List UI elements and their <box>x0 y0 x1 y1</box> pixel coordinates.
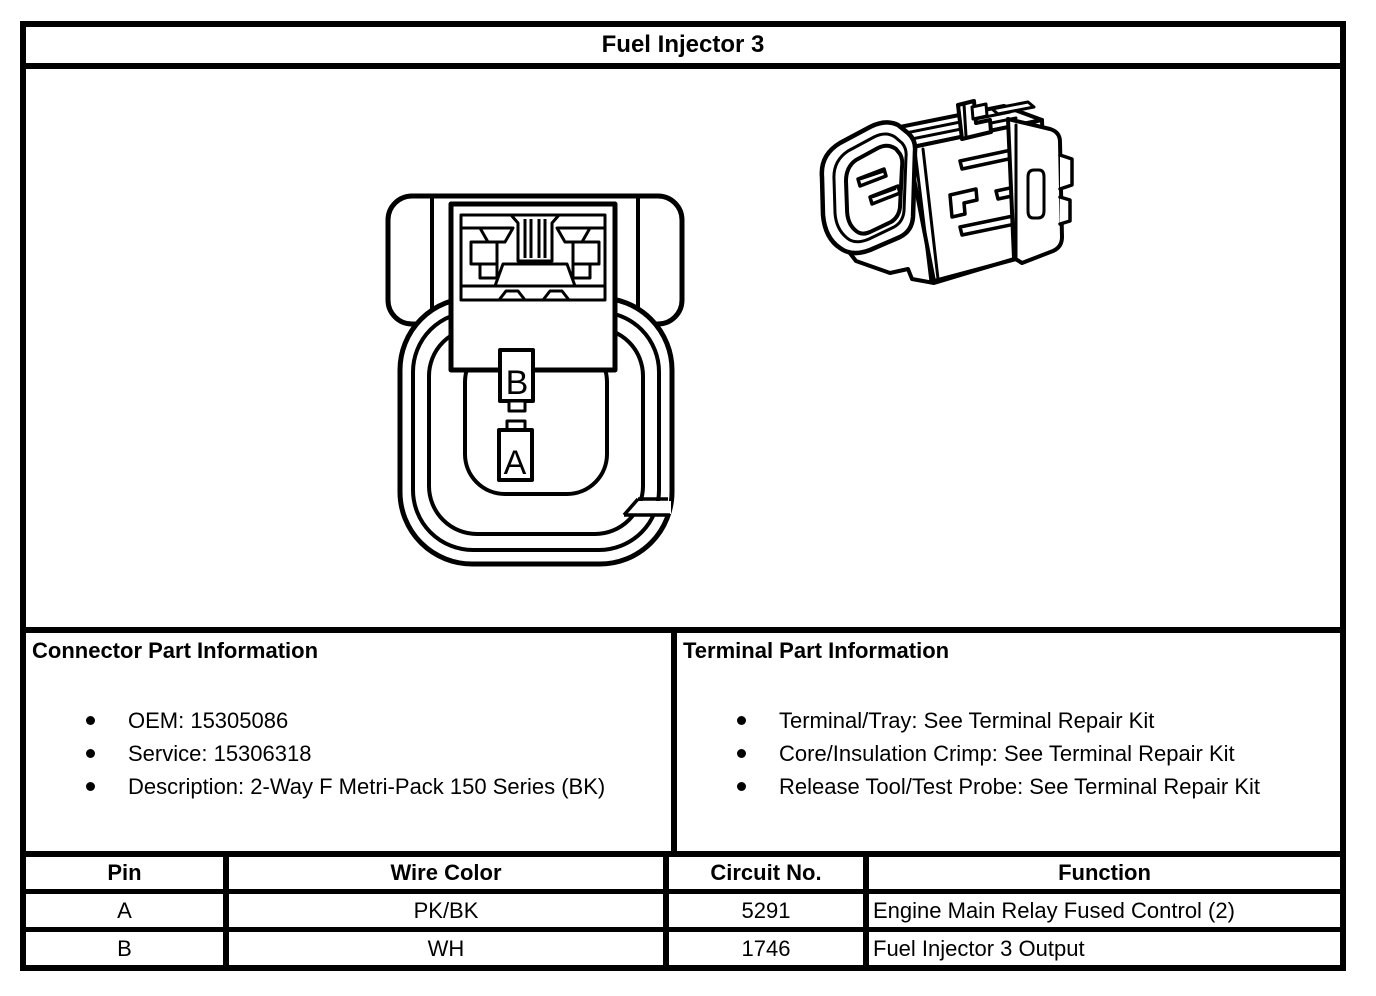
pin-function-table <box>26 857 1340 965</box>
part-info-row <box>26 633 1340 857</box>
bullet-icon <box>737 782 746 791</box>
bullet-icon <box>737 749 746 758</box>
connector-info-sheet <box>20 21 1346 971</box>
bullet-icon <box>86 749 95 758</box>
cell-function: Engine Main Relay Fused Control (2) <box>873 897 1235 923</box>
col-header-circuit-no: Circuit No. <box>669 857 869 889</box>
title-bar <box>26 27 1340 69</box>
list-item <box>683 770 1340 803</box>
connector-diagram-area <box>26 69 1340 633</box>
cell-wire-color: WH <box>229 932 669 965</box>
connector-part-info-section <box>26 633 677 851</box>
page-title: Fuel Injector 3 <box>601 31 765 58</box>
pin-label-a: A <box>503 444 527 482</box>
terminal-tray-text: Terminal/Tray: See Terminal Repair Kit <box>779 707 1155 733</box>
cell-pin: B <box>26 932 229 965</box>
table-header-row <box>26 857 1340 894</box>
terminal-release-tool-text: Release Tool/Test Probe: See Terminal Repair Kit <box>779 773 1260 799</box>
table-row <box>26 894 1340 932</box>
cell-function: Fuel Injector 3 Output <box>873 935 1085 961</box>
terminal-crimp-text: Core/Insulation Crimp: See Terminal Repair Kit <box>779 740 1235 766</box>
list-item <box>683 704 1340 737</box>
connector-isometric-drawing <box>812 93 1078 298</box>
cell-pin: A <box>26 894 229 927</box>
pin-label-b: B <box>505 364 529 402</box>
terminal-part-info-list <box>683 704 1340 803</box>
col-header-wire-color: Wire Color <box>229 857 669 889</box>
bullet-icon <box>737 716 746 725</box>
list-item <box>32 704 671 737</box>
connector-part-info-heading: Connector Part Information <box>32 638 319 663</box>
terminal-part-info-heading: Terminal Part Information <box>683 638 950 663</box>
col-header-pin: Pin <box>26 857 229 889</box>
cell-wire-color: PK/BK <box>229 894 669 927</box>
bullet-icon <box>86 716 95 725</box>
cell-circuit-no: 1746 <box>669 932 869 965</box>
connector-front-view-drawing <box>385 188 685 573</box>
terminal-part-info-section <box>677 633 1340 851</box>
connector-service-text: Service: 15306318 <box>128 740 312 766</box>
bullet-icon <box>86 782 95 791</box>
connector-oem-text: OEM: 15305086 <box>128 707 289 733</box>
cell-circuit-no: 5291 <box>669 894 869 927</box>
list-item <box>32 737 671 770</box>
table-row <box>26 932 1340 965</box>
connector-description-text: Description: 2-Way F Metri-Pack 150 Series (BK) <box>128 773 606 799</box>
col-header-function: Function <box>1058 860 1151 885</box>
list-item <box>32 770 671 803</box>
connector-part-info-list <box>32 704 671 803</box>
list-item <box>683 737 1340 770</box>
